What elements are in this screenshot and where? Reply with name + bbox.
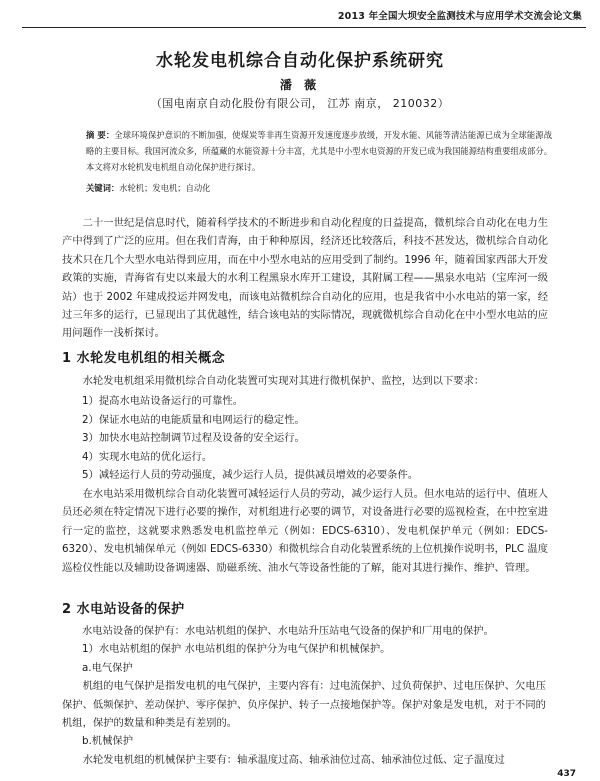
intro-paragraph: [62, 214, 548, 343]
keywords: [86, 182, 552, 194]
list-item: 1）提高水电站设备运行的可靠性。: [82, 395, 244, 407]
abstract-label: 摘 要：: [86, 130, 115, 140]
electrical-protection-text: 机组的电气保护是指发电机的电气保护，主要内容有：过电流保护、过负荷保护、过电压保护、欠电压保护、低频保护、差动保护、零序保护、负序保护、转子一点接地保护等。保护对象是发电机，对于不同的机组，保护的数量和种类是有差别的。: [62, 680, 546, 730]
subsection-2-1: 1）水电站机组的保护 水电站机组的保护分为电气保护和机械保护。: [82, 643, 391, 656]
section-1-heading: 1 水轮发电机组的相关概念: [62, 351, 226, 366]
electrical-protection-title: a.电气保护: [82, 661, 133, 674]
list-item: 3）加快水电站控制调节过程及设备的安全运行。: [82, 432, 305, 445]
abstract: [86, 127, 552, 175]
running-header: 2013 年全国大坝安全监测技术与应用学术交流会论文集: [337, 11, 582, 22]
section-2-lead: 水电站设备的保护有：水电站机组的保护、水电站升压站电气设备的保护和厂用电的保护。: [82, 625, 494, 637]
mechanical-protection-title: b.机械保护: [82, 735, 133, 748]
list-item: 5）减轻运行人员的劳动强度，减少运行人员，提供减员增效的必要条件。: [82, 469, 419, 482]
section-1-paragraph-text: 在水电站采用微机综合自动化装置可减轻运行人员的劳动，减少运行人员。但水电站的运行中、值班人员还必须在特定情况下进行必要的操作，对机组进行必要的调节，对设备进行必要的巡视检查，在中控室进行一定的监控，这就要求熟悉发电机监控单元（例如：EDCS-6310）、发电机保护单元（例如：EDCS-6320）、发电机辅保单元（例如 EDCS-6330）和微机综合自动化装置系统的上位机操作说明书，PLC 温度巡检仪性能以及辅助设备调速器、励磁系统、油水气等设备性能的了解，能对其进行操作、维护、管理。: [62, 488, 548, 574]
section-1-lead-text: 水轮发电机组采用微机综合自动化装置可实现对其进行微机保护、监控，达到以下要求：: [82, 375, 485, 387]
keywords-label: 关键词：: [86, 183, 120, 193]
section-1-paragraph: [62, 485, 548, 577]
affiliation: （国电南京自动化股份有限公司， 江苏 南京， 210032）: [150, 97, 450, 110]
list-item: 4）实现水电站的优化运行。: [82, 450, 213, 463]
mechanical-protection-text: 水轮发电机组的机械保护主要有：轴承温度过高、轴承油位过高、轴承油位过低、定子温度过: [82, 753, 505, 766]
page-number: 437: [557, 769, 576, 779]
paper-title: 水轮发电机综合自动化保护系统研究: [156, 51, 444, 71]
intro-text: 二十一世纪是信息时代，随着科学技术的不断进步和自动化程度的日益提高，微机综合自动化在电力生产中得到了广泛的应用。但在我们青海，由于种种原因，经济还比较落后，科技不甚发达，微机综合自动化技术只在几个大型水电站得到应用，而在中小型水电站的应用受到了制约。1996 年，随着国家西部大开发政策的实施，青海省有史以来最大的水利工程黑泉水库开工建设，其附属工程——黑泉水电站（宝库河一级站）也于 2002 年建成投运并网发电，而该电站微机综合自动化的应用，也是我省中小水电站的第一家，经过三年多的运行，已显现出了其优越性，结合该电站的实际情况，现就微机综合自动化在中小型水电站的应用问题作一浅析探讨。: [62, 217, 548, 340]
requirements-list: [62, 392, 548, 485]
abstract-text: 全球环境保护意识的不断加强，使煤炭等非再生资源开发速度逐步放缓，开发水能、风能等清洁能源已成为全球能源战略的主要目标。我国河流众多，所蕴藏的水能资源十分丰富，尤其是中小型水电资源的开发已成为我国能源结构重要组成部分。本文将对水轮机发电机组自动化保护进行探讨。: [86, 130, 552, 172]
author-name: 潘 薇: [279, 78, 321, 92]
keywords-text: 水轮机；发电机；自动化: [119, 183, 211, 193]
section-2-body: [62, 622, 548, 769]
section-1-lead: [62, 372, 548, 390]
section-2-heading: 2 水电站设备的保护: [62, 602, 185, 617]
header-rule: [22, 27, 586, 28]
list-item: 2）保证水电站的电能质量和电网运行的稳定性。: [82, 413, 305, 426]
